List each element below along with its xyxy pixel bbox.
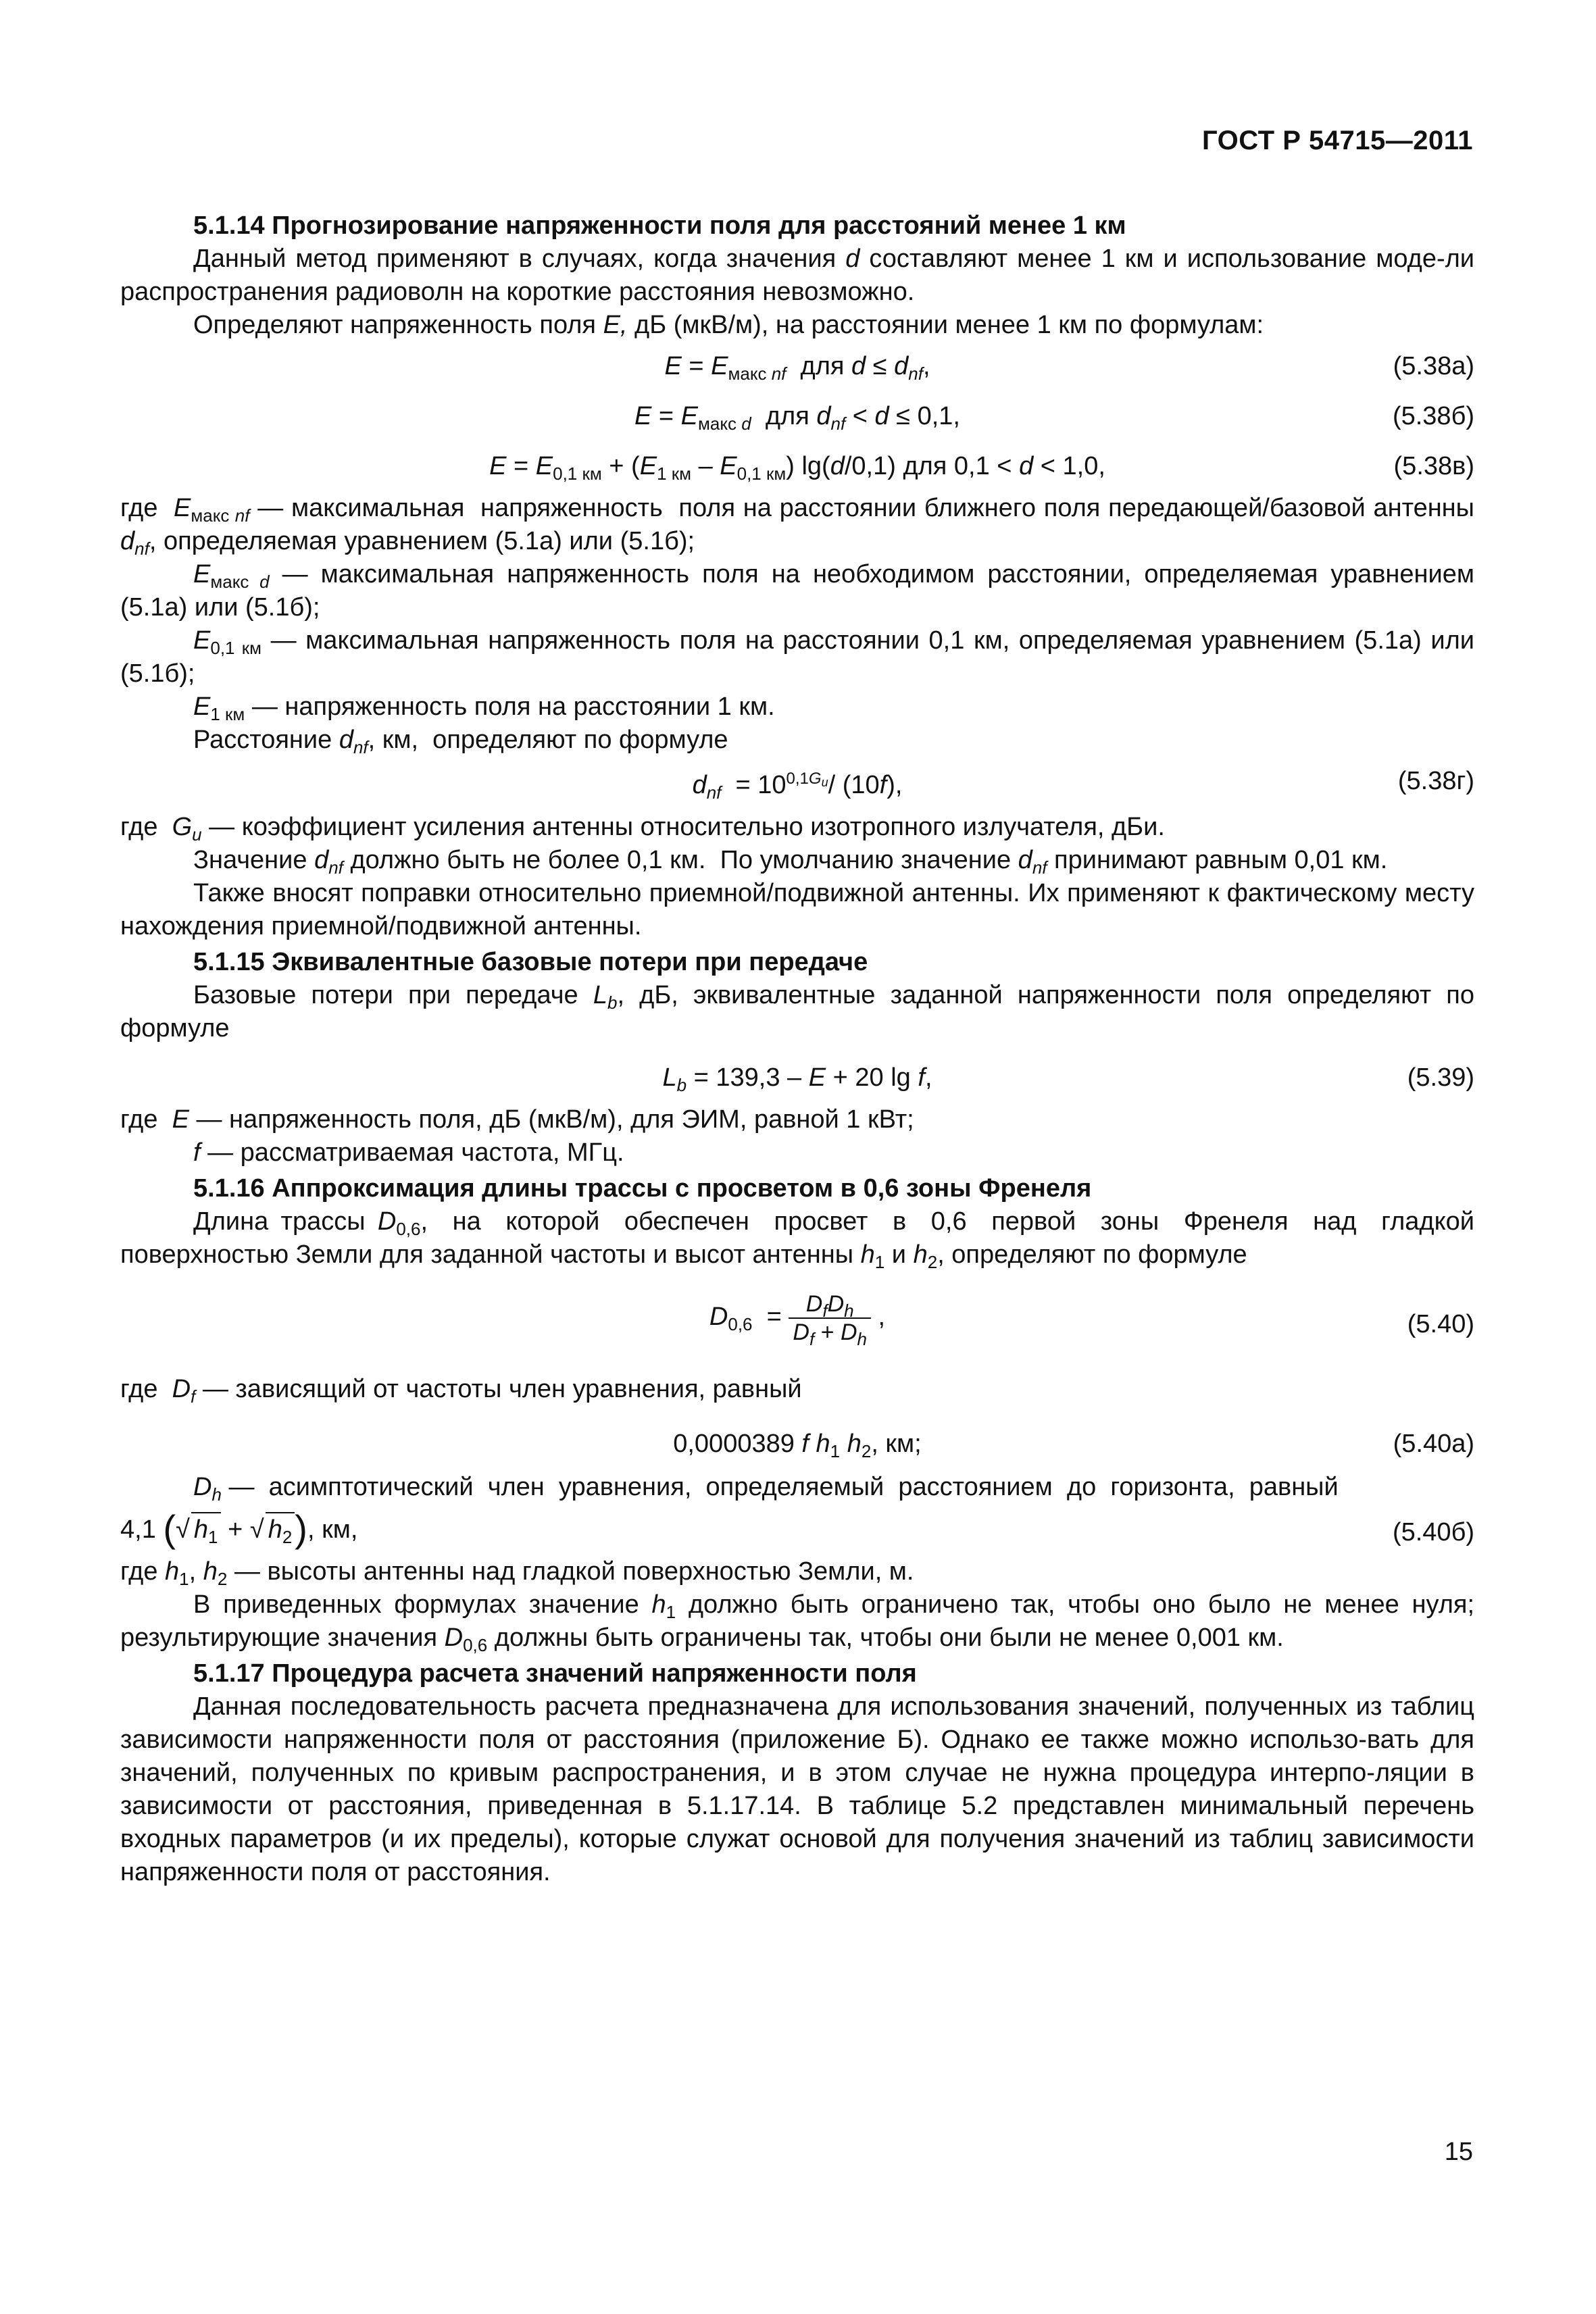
section-5-1-17-title: 5.1.17 Процедура расчета значений напряженности поля bbox=[193, 1659, 917, 1688]
equation-5-38v: $E = E_{0,1 км} + (E_{1 км} - E_{0,1 км})$ lg(d/0,1) для 0,1 < d < 1,0, (5.38в) bbox=[120, 442, 1474, 492]
equation-5-40a: 0,0000389 f $h_1$ $h_2$, км; (5.40а) bbox=[120, 1406, 1474, 1471]
paragraph: где $G_u$ — коэффициент усиления антенны относительно изотропного излучателя, дБи. bbox=[120, 813, 1165, 845]
equation-number: (5.38г) bbox=[1397, 767, 1474, 795]
paragraph: Данная последовательность расчета предназначена для использования значений, полученных из таблиц зависимости напряженности поля от расстояния (приложение Б). Однако ее также можно использо-вать для значений, полученных по кривым распространения, и в этом случае не нужна процедура интерпо-ляции в зависимости от расстояния, приведенная в 5.1.17.14. В таблице 5.2 представлен минимальный перечень входных параметров (и их пределы), которые служат основой для получения значений из таблиц зависимости напряженности поля от расстояния. bbox=[120, 1692, 1474, 1886]
paragraph: где E — напряженность поля, дБ (мкВ/м), для ЭИМ, равной 1 кВт; bbox=[120, 1105, 914, 1134]
page-number: 15 bbox=[1444, 2138, 1473, 2166]
equation-number: (5.38в) bbox=[1393, 452, 1474, 480]
equation-number: (5.38а) bbox=[1393, 352, 1474, 380]
paragraph: где $D_f$ — зависящий от частоты член уравнения, равный bbox=[120, 1375, 802, 1407]
equation-number: (5.40а) bbox=[1393, 1430, 1474, 1458]
equation-5-38g: $d_{nf} = 10^{0,1G_u}/$ (10f), (5.38г) bbox=[120, 757, 1474, 811]
paragraph: где $h_1$, $h_2$ — высоты антенны над гладкой поверхностью Земли, м. bbox=[120, 1557, 914, 1589]
paragraph: Значение $d_{nf}$ должно быть не более 0,1 км. По умолчанию значение $d_{nf}$ принимают равным 0,01 км. bbox=[193, 846, 1388, 878]
paragraph: $E_{0,1 км}$ — максимальная напряженность поля на расстоянии 0,1 км, определяемая уравнением (5.1а) или (5.1б); bbox=[120, 626, 1475, 688]
paragraph: где $E_{макс nf}$ — максимальная напряженность поля на расстоянии ближнего поля передающей/базовой антенны $d_{nf}$, определяемая уравнением (5.1а) или (5.1б); bbox=[120, 494, 1474, 559]
equation-5-38a: $E = E_{макс nf}$ для $d \le d_{nf}$, (5.38а) bbox=[120, 342, 1474, 392]
equation-number: (5.38б) bbox=[1392, 402, 1474, 430]
equation-5-40: $D_{0,6}$ = $\frac{D_fD_h}{D_f + D_h}$ , (5.40) bbox=[709, 1291, 1474, 1349]
equation-number: (5.40) bbox=[1407, 1310, 1474, 1338]
paragraph: $E_{1 км}$ — напряженность поля на расстоянии 1 км. bbox=[193, 693, 775, 724]
equation-number: (5.39) bbox=[1407, 1063, 1474, 1092]
paragraph: В приведенных формулах значение $h_1$ должно быть ограничено так, чтобы оно было не менее нуля; результирующие значения $D_{0,6}$ должны быть ограничены так, чтобы они были не менее 0,001 км. bbox=[120, 1590, 1475, 1655]
paragraph: $D_h$ — асимптотический член уравнения, определяемый расстоянием до горизонта, равный bbox=[193, 1473, 1339, 1505]
paragraph: Данный метод применяют в случаях, когда значения d составляют менее 1 км и использование моде-ли распространения радиоволн на короткие расстояния невозможно. bbox=[120, 245, 1475, 306]
section-5-1-16-title: 5.1.16 Аппроксимация длины трассы с просветом в 0,6 зоны Френеля bbox=[193, 1174, 1092, 1203]
document-header: ГОСТ Р 54715—2011 bbox=[1202, 126, 1473, 155]
paragraph: $E_{макс d}$ — максимальная напряженность поля на необходимом расстоянии, определяемая уравнением (5.1а) или (5.1б); bbox=[120, 560, 1474, 622]
paragraph: Расстояние $d_{nf}$, км, определяют по формуле bbox=[193, 726, 728, 757]
paragraph: Определяют напряженность поля E, дБ (мкВ/м), на расстоянии менее 1 км по формулам: bbox=[193, 311, 1264, 339]
paragraph: f — рассматриваемая частота, МГц. bbox=[193, 1138, 624, 1167]
paragraph: Длина трассы $D_{0,6}$, на которой обеспечен просвет в 0,6 первой зоны Френеля над гладкой поверхностью Земли для заданной частоты и высот антенны $h_1$ и $h_2$, определяют по формуле bbox=[120, 1207, 1475, 1272]
equation-5-39: $L_b = 139,3 - E + 20$ lg f, (5.39) bbox=[120, 1045, 1474, 1103]
paragraph: Также вносят поправки относительно приемной/подвижной антенны. Их применяют к фактическому месту нахождения приемной/подвижной антенны. bbox=[120, 879, 1474, 940]
section-5-1-14-title: 5.1.14 Прогнозирование напряженности поля для расстояний менее 1 км bbox=[193, 211, 1126, 240]
section-5-1-15-title: 5.1.15 Эквивалентные базовые потери при передаче bbox=[193, 948, 868, 976]
page-content bbox=[120, 207, 1474, 1889]
paragraph: Базовые потери при передаче $L_b$, дБ, эквивалентные заданной напряженности поля определяют по формуле bbox=[120, 981, 1474, 1042]
equation-5-40b: 4,1 (√ $h_1$ + √ $h_2$), км, (5.40б) bbox=[120, 1507, 1474, 1550]
equation-number: (5.40б) bbox=[1392, 1518, 1474, 1546]
equation-5-38b: $E = E_{макс d}$ для $d_{nf} < d \le 0,1$, (5.38б) bbox=[120, 392, 1474, 442]
